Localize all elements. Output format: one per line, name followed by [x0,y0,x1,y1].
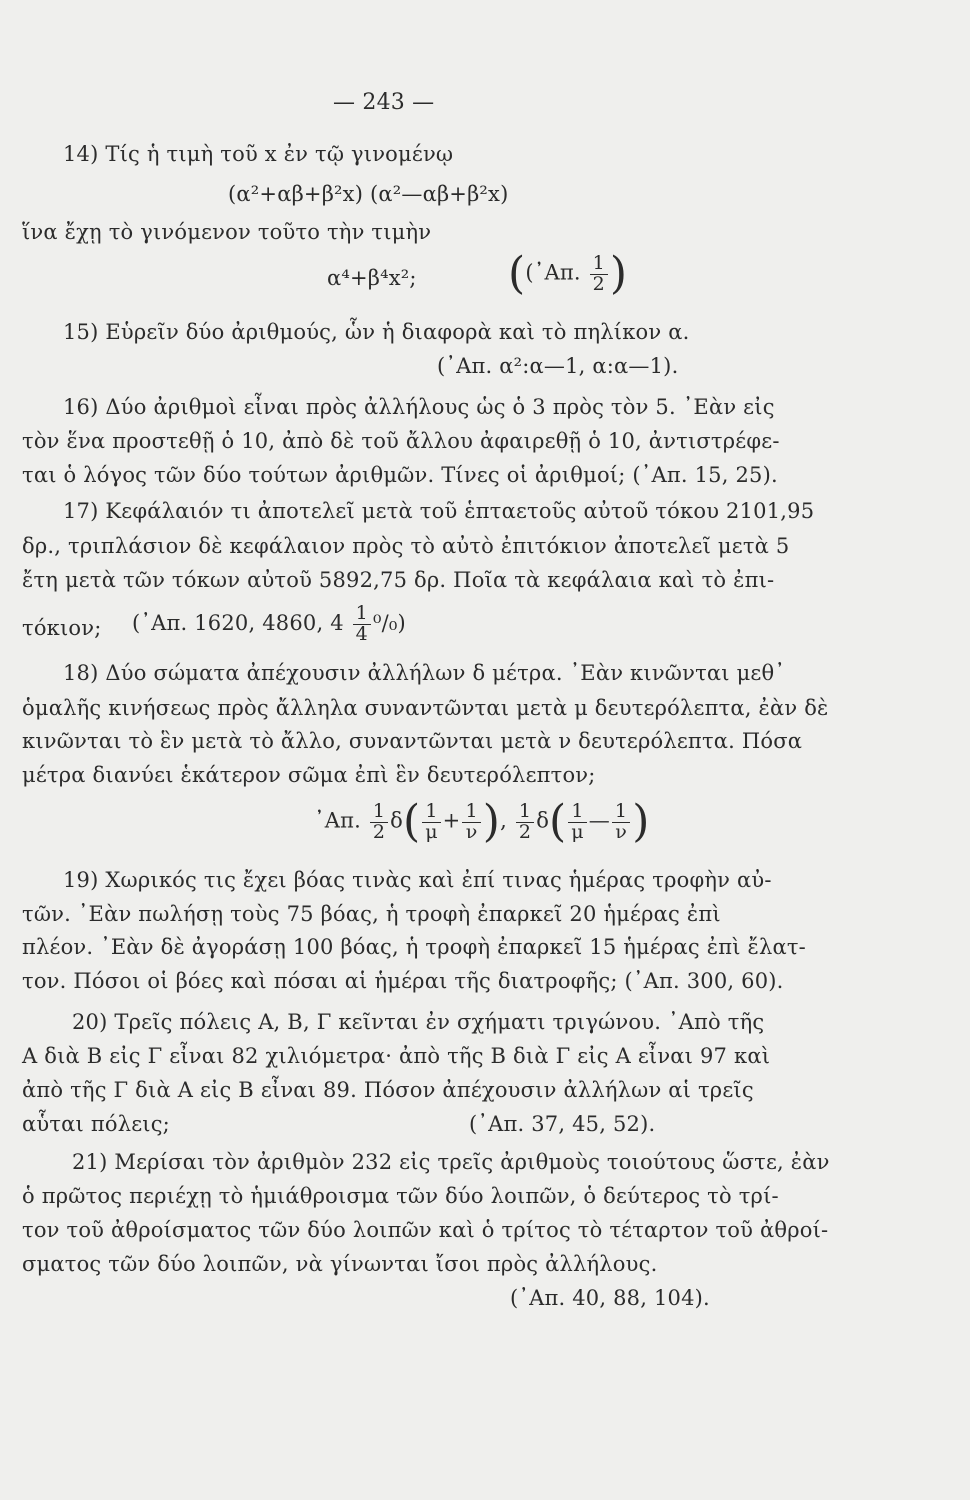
problem-20-line-1: 20) Τρεῖς πόλεις Α, Β, Γ κεῖνται ἐν σχήματι τριγώνου. ᾿Απὸ τῆς [72,1010,765,1034]
answer-14-fraction [590,251,608,295]
answer-18-delta-a: δ [390,808,403,833]
answer-18-nu-b-num: 1 [612,802,630,823]
answer-17-percent: ⁰/₀) [372,610,406,635]
problem-16-line-1: 16) Δύο ἀριθμοὶ εἶναι πρὸς ἀλλήλους ὡς ὁ 3 πρὸς τὸν 5. ᾿Εὰν εἰς [63,395,775,419]
answer-18-mu-b-num: 1 [568,802,586,823]
answer-14-prefix: (᾿Απ. [525,260,581,285]
answer-17-fraction [353,604,371,645]
problem-14-formula-2: α⁴+β⁴x²; [327,266,417,290]
answer-18-comma: , [500,808,508,833]
problem-20-line-2: Α διὰ Β εἰς Γ εἶναι 82 χιλιόμετρα· ἀπὸ τῆς Β διὰ Γ εἰς Α εἶναι 97 καὶ [22,1044,771,1068]
answer-20: (᾿Απ. 37, 45, 52). [469,1112,656,1136]
answer-14-numerator: 1 [590,254,608,275]
page-number: — 243 — [333,90,435,115]
answer-18-paren-a-open: ( [402,796,421,847]
answer-14 [508,248,628,299]
answer-17-prefix: (᾿Απ. 1620, 4860, 4 [132,610,344,635]
answer-18-frac-nu-b [612,799,630,843]
answer-18-mu-a-den: μ [425,820,438,843]
problem-19-line-3: πλέον. ᾿Εὰν δὲ ἀγοράσῃ 100 βόας, ἡ τροφὴ ἐπαρκεῖ 15 ἡμέρας ἐπὶ ἔλατ- [22,935,806,959]
answer-18-frac-mu-a [422,799,440,843]
problem-18-line-4: μέτρα διανύει ἑκάτερον σῶμα ἐπὶ ἓν δευτερόλεπτον; [22,763,596,787]
problem-19-line-1: 19) Χωρικός τις ἔχει βόας τινὰς καὶ ἐπί τινας ἡμέρας τροφὴν αὐ- [63,868,772,892]
answer-18-minus: — [588,808,610,833]
problem-21-line-2: ὁ πρῶτος περιέχῃ τὸ ἡμιάθροισμα τῶν δύο λοιπῶν, ὁ δεύτερος τὸ τρί- [22,1184,779,1208]
answer-18-half-a-num: 1 [370,802,388,823]
answer-18-mu-b-den: μ [571,820,584,843]
answer-18-paren-b-open: ( [549,796,567,847]
answer-18-half-b [516,799,534,843]
problem-18-line-3: κινῶνται τὸ ἓν μετὰ τὸ ἄλλο, συναντῶνται μετὰ ν δευτερόλεπτα. Πόσα [22,729,803,753]
answer-18-delta-b: δ [536,808,550,833]
problem-19-line-2: τῶν. ᾿Εὰν πωλήσῃ τοὺς 75 βόας, ἡ τροφὴ ἐπαρκεῖ 20 ἡμέρας ἐπὶ [22,902,721,926]
problem-21-line-4: σματος τῶν δύο λοιπῶν, νὰ γίνωνται ἴσοι πρὸς ἀλλήλους. [22,1252,658,1276]
problem-21-line-3: τον τοῦ ἀθροίσματος τῶν δύο λοιπῶν καὶ ὁ τρίτος τὸ τέταρτον τοῦ ἀθροί- [22,1218,829,1242]
answer-18-half-a [370,799,388,843]
problem-14-formula: (α²+αβ+β²x) (α²—αβ+β²x) [228,182,509,206]
answer-18-half-b-num: 1 [516,802,534,823]
problem-21-line-1: 21) Μερίσαι τὸν ἀριθμὸν 232 εἰς τρεῖς ἀριθμοὺς τοιούτους ὥστε, ἐὰν [72,1150,830,1174]
answer-18-mu-a-num: 1 [422,802,440,823]
answer-14-close: ) [609,248,628,299]
answer-15: (᾿Απ. α²:α—1, α:α—1). [437,354,679,378]
answer-21: (᾿Απ. 40, 88, 104). [510,1286,710,1310]
answer-18-plus: + [442,808,461,833]
problem-17-line-2: δρ., τριπλάσιον δὲ κεφάλαιον πρὸς τὸ αὐτὸ ἐπιτόκιον ἀποτελεῖ μετὰ 5 [22,534,790,558]
answer-14-denominator: 2 [592,272,605,295]
answer-18-nu-a-den: ν [465,820,478,843]
answer-18-nu-a-num: 1 [462,802,480,823]
answer-18-half-a-den: 2 [372,820,386,843]
problem-19-line-4: τον. Πόσοι οἱ βόες καὶ πόσαι αἱ ἡμέραι τῆς διατροφῆς; (᾿Απ. 300, 60). [22,969,784,993]
problem-20-line-3: ἀπὸ τῆς Γ διὰ Α εἰς Β εἶναι 89. Πόσον ἀπέχουσιν ἀλλήλων αἱ τρεῖς [22,1078,754,1102]
answer-18-half-b-den: 2 [518,820,532,843]
problem-17-line-1: 17) Κεφάλαιόν τι ἀποτελεῖ μετὰ τοῦ ἑπταετοῦς αὐτοῦ τόκου 2101,95 [63,499,815,523]
problem-17-line-4: τόκιον; [22,616,102,640]
problem-14-line-2: ἵνα ἔχῃ τὸ γινόμενον τοῦτο τὴν τιμὴν [22,220,432,244]
answer-17-numerator: 1 [353,604,371,625]
answer-14-open: ( [508,248,526,299]
answer-17-denominator: 4 [355,622,368,645]
problem-17-line-3: ἔτη μετὰ τῶν τόκων αὐτοῦ 5892,75 δρ. Ποῖα τὰ κεφάλαια καὶ τὸ ἐπι- [22,568,775,592]
answer-18-frac-nu-a [462,799,480,843]
problem-14-line-1: 14) Τίς ἡ τιμὴ τοῦ x ἐν τῷ γινομένῳ [63,142,454,166]
answer-18-paren-a-close: ) [482,796,501,847]
problem-18-line-2: ὁμαλῆς κινήσεως πρὸς ἄλληλα συναντῶνται μετὰ μ δευτερόλεπτα, ἐὰν δὲ [22,696,829,720]
answer-18 [314,796,650,847]
problem-15-line-1: 15) Εὑρεῖν δύο ἀριθμούς, ὧν ἡ διαφορὰ καὶ τὸ πηλίκον α. [63,320,690,344]
problem-20-line-4: αὗται πόλεις; [22,1112,170,1136]
answer-18-nu-b-den: ν [615,820,627,843]
problem-16-line-2: τὸν ἕνα προστεθῇ ὁ 10, ἀπὸ δὲ τοῦ ἄλλου ἀφαιρεθῇ ὁ 10, ἀντιστρέφε- [22,429,780,453]
answer-18-prefix: ᾿Απ. [314,808,361,833]
problem-16-line-3: ται ὁ λόγος τῶν δύο τούτων ἀριθμῶν. Τίνες οἱ ἀριθμοί; (᾿Απ. 15, 25). [22,463,778,487]
problem-18-line-1: 18) Δύο σώματα ἀπέχουσιν ἀλλήλων δ μέτρα. ᾿Εὰν κινῶνται μεθ᾿ [63,661,786,685]
answer-18-paren-b-close: ) [632,796,650,847]
answer-17 [132,604,406,645]
answer-18-frac-mu-b [568,799,586,843]
